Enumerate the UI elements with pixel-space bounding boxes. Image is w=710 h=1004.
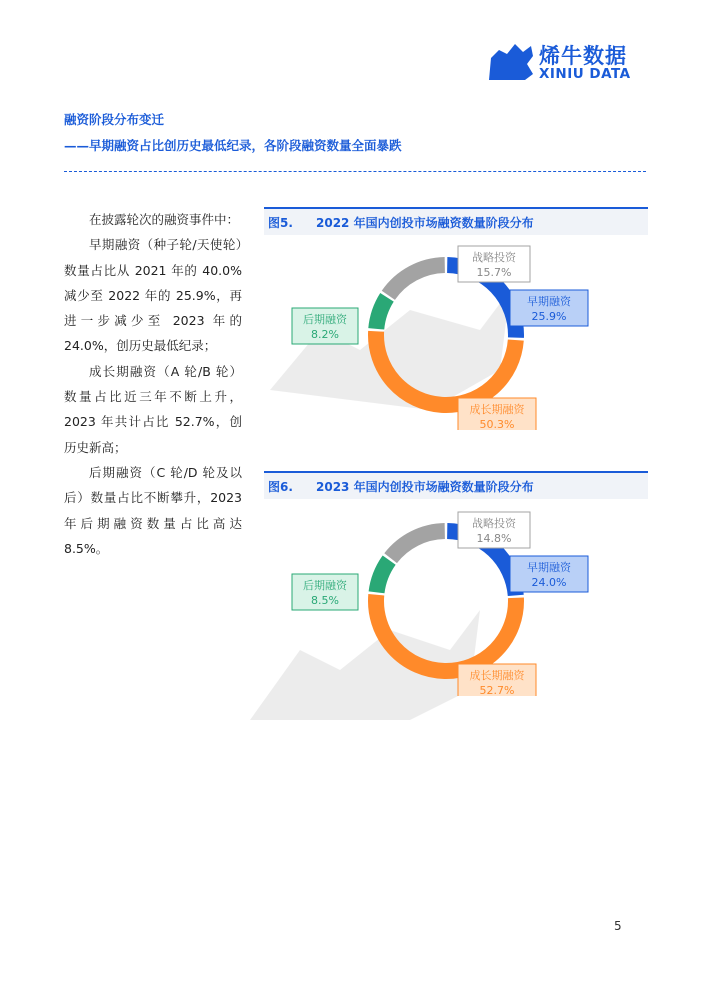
- donut-slice-growth: [376, 331, 516, 405]
- data-label-category: 早期融资: [527, 295, 571, 308]
- logo-en-text: XINIU DATA: [539, 66, 631, 82]
- donut-chart-2023: [264, 506, 648, 696]
- page-number: 5: [614, 919, 622, 933]
- data-label-category: 早期融资: [527, 561, 571, 574]
- section-title: 融资阶段分布变迁: [64, 112, 165, 127]
- figure-title-bar: [264, 471, 648, 499]
- figure-title: 2022 年国内创投市场融资数量阶段分布: [316, 216, 534, 230]
- data-label-category: 后期融资: [303, 579, 347, 592]
- figure-title: 2023 年国内创投市场融资数量阶段分布: [316, 480, 534, 494]
- section-subtitle: ——早期融资占比创历史最低纪录，各阶段融资数量全面暴跌: [64, 138, 402, 153]
- donut-slice-late: [377, 560, 390, 592]
- paragraph: 早期融资（种子轮/天使轮）数量占比从 2021 年的 40.0%减少至 2022 年的 25.9%，再进一步减少至 2023 年的 24.0%，创历史最低纪录；: [64, 237, 242, 354]
- donut-slice-strategic: [388, 265, 444, 295]
- body-text: [64, 207, 242, 561]
- data-label-category: 战略投资: [472, 251, 516, 264]
- data-label-value: 15.7%: [476, 266, 512, 279]
- donut-slice-strategic: [391, 531, 445, 558]
- data-label-value: 8.5%: [311, 594, 339, 607]
- donut-slice-late: [376, 297, 387, 328]
- paragraph: 在披露轮次的融资事件中：: [89, 212, 240, 227]
- paragraph: 后期融资（C 轮/D 轮及以后）数量占比不断攀升，2023 年后期融资数量占比高达 8.5%。: [64, 464, 242, 556]
- data-label-category: 成长期融资: [469, 669, 525, 682]
- donut-chart-2022: [264, 240, 648, 430]
- data-label-category: 成长期融资: [469, 403, 525, 416]
- data-label-value: 8.2%: [311, 328, 339, 341]
- rhino-logo-icon: [487, 40, 537, 82]
- data-label-value: 50.3%: [479, 418, 515, 430]
- data-label-value: 14.8%: [476, 532, 512, 545]
- data-label-category: 战略投资: [472, 517, 516, 530]
- data-label-value: 25.9%: [531, 310, 567, 323]
- logo-cn-text: 烯牛数据: [539, 44, 627, 68]
- data-label-value: 24.0%: [531, 576, 567, 589]
- figure-label: 图5.: [268, 216, 293, 230]
- data-label-category: 后期融资: [303, 313, 347, 326]
- figure-title-bar: [264, 207, 648, 235]
- figure-label: 图6.: [268, 480, 293, 494]
- paragraph: 成长期融资（A 轮/B 轮）数量占比近三年不断上升，2023 年共计占比 52.7%，创历史新高；: [64, 363, 242, 455]
- brand-logo: [487, 40, 647, 85]
- donut-slice-growth: [376, 595, 516, 671]
- data-label-value: 52.7%: [479, 684, 515, 696]
- dashed-divider: [64, 171, 646, 172]
